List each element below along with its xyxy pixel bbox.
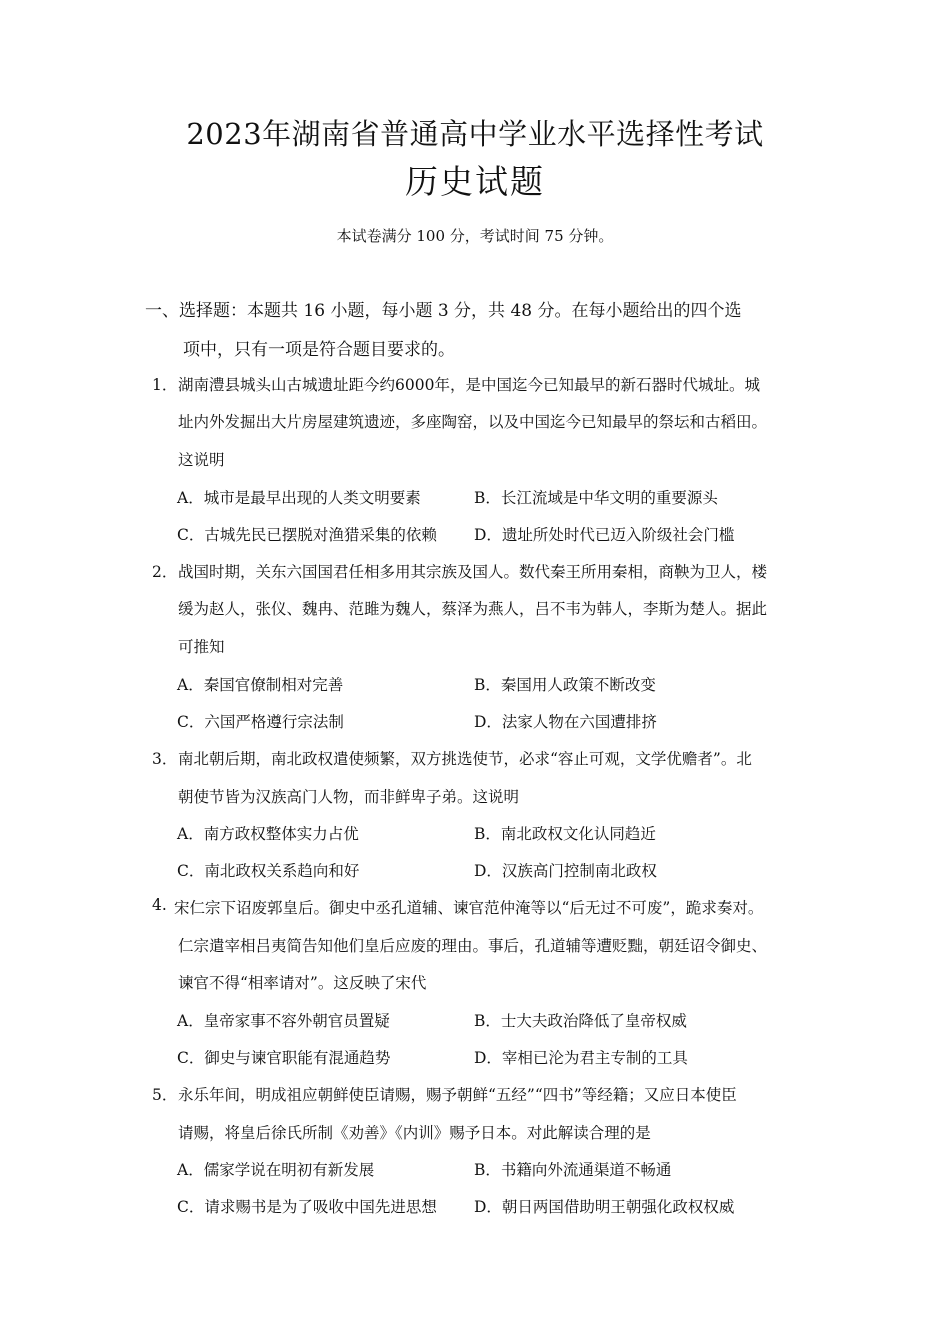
question-text-line: 仁宗遣宰相吕夷简告知他们皇后应废的理由。事后，孔道辅等遭贬黜，朝廷诏令御史、 [178,937,768,955]
question-number: 2． [152,563,178,581]
option-b: B．长江流域是中华文明的重要源头 [474,489,718,507]
option-a: A．儒家学说在明初有新发展 [177,1161,375,1179]
option-d: D．朝日两国借助明王朝强化政权权威 [474,1198,735,1216]
exam-subject-title: 历史试题 [405,162,545,201]
option-c: C．南北政权关系趋向和好 [177,862,360,880]
question-text-line: 缓为赵人，张仪、魏冉、范雎为魏人，蔡泽为燕人，吕不韦为韩人，李斯为楚人。据此 [178,600,768,618]
question-number: 3． [152,750,178,768]
question-number: 4. [152,896,167,914]
option-c: C．御史与谏官职能有混通趋势 [177,1049,391,1067]
option-d: D．遗址所处时代已迈入阶级社会门槛 [474,526,735,544]
option-a: A．城市是最早出现的人类文明要素 [177,489,421,507]
question-text-line: 宋仁宗下诏废郭皇后。御史中丞孔道辅、谏官范仲淹等以“后无过不可废”，跪求奏对。 [174,899,764,917]
option-b: B．士大夫政治降低了皇帝权威 [474,1012,687,1030]
option-d: D．汉族高门控制南北政权 [474,862,657,880]
question-text-line: 可推知 [178,638,225,656]
option-b: B．南北政权文化认同趋近 [474,825,656,843]
option-b: B．书籍向外流通渠道不畅通 [474,1161,672,1179]
question-text-line: 朝使节皆为汉族高门人物，而非鲜卑子弟。这说明 [178,788,520,806]
question-text-line: 南北朝后期，南北政权遣使频繁，双方挑选使节，必求“容止可观，文学优赡者”。北 [178,750,752,768]
question-text-line: 址内外发掘出大片房屋建筑遗迹，多座陶窑，以及中国迄今已知最早的祭坛和古稻田。 [178,413,768,431]
question-text-line: 请赐，将皇后徐氏所制《劝善》《内训》赐予日本。对此解读合理的是 [178,1124,651,1142]
option-c: C．六国严格遵行宗法制 [177,713,344,731]
question-text-line: 战国时期，关东六国国君任相多用其宗族及国人。数代秦王所用秦相，商鞅为卫人，楼 [178,563,768,581]
option-a: A．秦国官僚制相对完善 [177,676,344,694]
question-text-line: 谏官不得“相率请对”。这反映了宋代 [178,974,427,992]
question-number: 1． [152,376,178,394]
option-b: B．秦国用人政策不断改变 [474,676,656,694]
question-text-line: 这说明 [178,451,225,469]
exam-title: 2023年湖南省普通高中学业水平选择性考试 [186,117,764,151]
option-a: A．南方政权整体实力占优 [177,825,359,843]
option-c: C．古城先民已摆脱对渔猎采集的依赖 [177,526,437,544]
section-heading-line: 项中，只有一项是符合题目要求的。 [183,340,455,360]
option-d: D．宰相已沦为君主专制的工具 [474,1049,688,1067]
question-number: 5． [152,1086,178,1104]
option-d: D．法家人物在六国遭排挤 [474,713,657,731]
question-text-line: 湖南澧县城头山古城遗址距今约6000年，是中国迄今已知最早的新石器时代城址。城 [178,376,760,394]
option-c: C．请求赐书是为了吸收中国先进思想 [177,1198,437,1216]
option-a: A．皇帝家事不容外朝官员置疑 [177,1012,390,1030]
section-heading-line: 一、选择题：本题共 16 小题，每小题 3 分，共 48 分。在每小题给出的四个选 [145,301,742,321]
question-text-line: 永乐年间，明成祖应朝鲜使臣请赐，赐予朝鲜“五经”“四书”等经籍；又应日本使臣 [178,1086,737,1104]
exam-note: 本试卷满分 100 分，考试时间 75 分钟。 [336,227,614,245]
